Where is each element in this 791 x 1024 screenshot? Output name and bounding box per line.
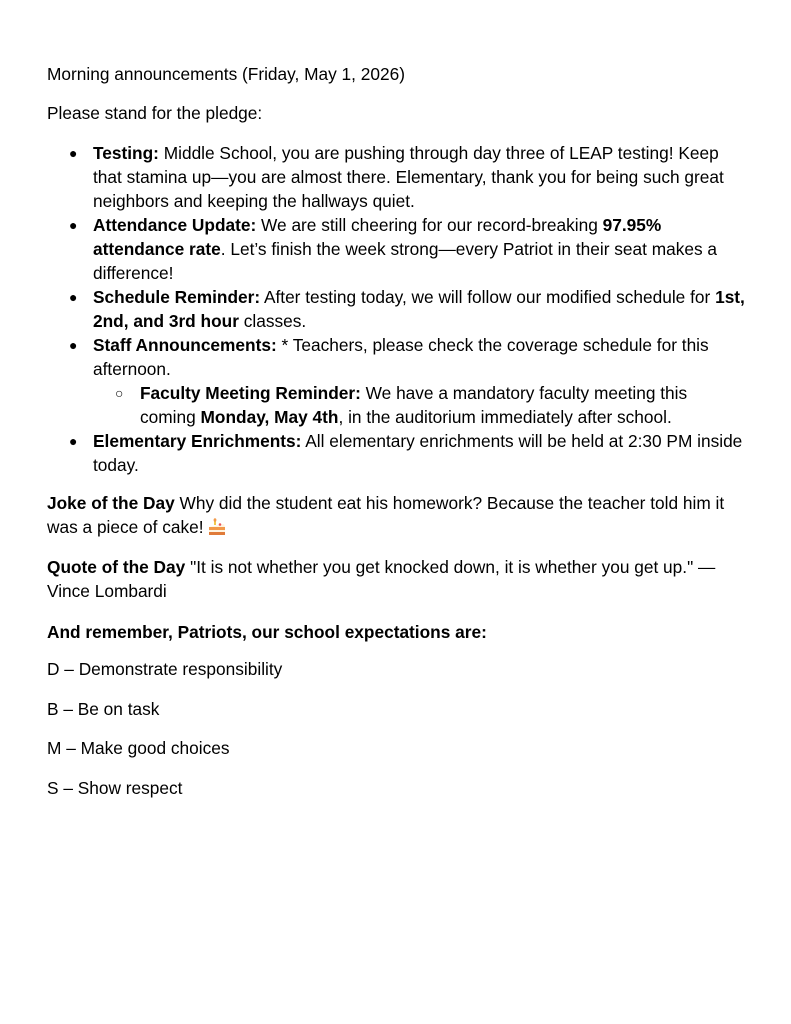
staff-text: * Teachers, please check the coverage schedule for this afternoon. — [93, 335, 709, 379]
staff-label: Staff Announcements: — [93, 335, 277, 355]
expectation-item: B – Be on task — [47, 699, 160, 719]
bullet-icon: ● — [69, 217, 78, 233]
list-item-staff — [47, 333, 747, 429]
joke-text: Why did the student eat his homework? Because the teacher told him it was a piece of cake! — [47, 493, 725, 537]
attendance-rate: 97.95% attendance rate — [93, 215, 662, 259]
quote-of-the-day — [47, 555, 747, 603]
list-item-testing — [47, 141, 747, 213]
expectation-item: S – Show respect — [47, 778, 183, 798]
schedule-hours: 1st, 2nd, and 3rd hour — [93, 287, 745, 331]
announcement-list — [47, 141, 747, 477]
faculty-meeting-text-a: We have a mandatory faculty meeting this coming — [140, 383, 688, 427]
staff-sublist — [93, 381, 747, 429]
testing-label: Testing: — [93, 143, 159, 163]
attendance-text-a: We are still cheering for our record-breaking — [256, 215, 603, 235]
expectation-item: M – Make good choices — [47, 738, 230, 758]
bullet-icon: ● — [69, 145, 78, 161]
remember-heading — [47, 620, 487, 644]
announcement-title: Morning announcements (Friday, May 1, 2026) — [47, 64, 405, 84]
list-item-faculty-meeting — [93, 381, 747, 429]
list-item-enrichments — [47, 429, 747, 477]
faculty-meeting-text-b: , in the auditorium immediately after school. — [338, 407, 672, 427]
quote-text: "It is not whether you get knocked down, it is whether you get up." — Vince Lombardi — [47, 557, 716, 601]
cake-emoji-icon — [208, 518, 226, 536]
attendance-label: Attendance Update: — [93, 215, 257, 235]
joke-of-the-day — [47, 491, 747, 539]
bullet-icon: ● — [69, 337, 78, 353]
expectation-item: D – Demonstrate responsibility — [47, 659, 283, 679]
schedule-text-a: After testing today, we will follow our modified schedule for — [260, 287, 716, 307]
quote-label: Quote of the Day — [47, 557, 186, 577]
schedule-label: Schedule Reminder: — [93, 287, 261, 307]
schedule-text-b: classes. — [238, 311, 307, 331]
list-item-attendance — [47, 213, 747, 285]
faculty-meeting-label: Faculty Meeting Reminder: — [140, 383, 361, 403]
joke-label: Joke of the Day — [47, 493, 175, 513]
testing-text: Middle School, you are pushing through day three of LEAP testing! Keep that stamina up—you are almost there. Elementary, thank you for being such great neighbors and keeping the hallways quiet. — [93, 143, 724, 211]
pledge-line: Please stand for the pledge: — [47, 103, 263, 123]
faculty-meeting-date: Monday, May 4th — [200, 407, 339, 427]
attendance-text-b: . Let’s finish the week strong—every Patriot in their seat makes a difference! — [93, 239, 718, 283]
list-item-schedule — [47, 285, 747, 333]
remember-text: And remember, Patriots, our school expectations are: — [47, 622, 487, 642]
enrichments-label: Elementary Enrichments: — [93, 431, 302, 451]
bullet-icon: ● — [69, 289, 78, 305]
hollow-bullet-icon: ○ — [115, 385, 124, 401]
enrichments-text: All elementary enrichments will be held at 2:30 PM inside today. — [93, 431, 743, 475]
bullet-icon: ● — [69, 433, 78, 449]
